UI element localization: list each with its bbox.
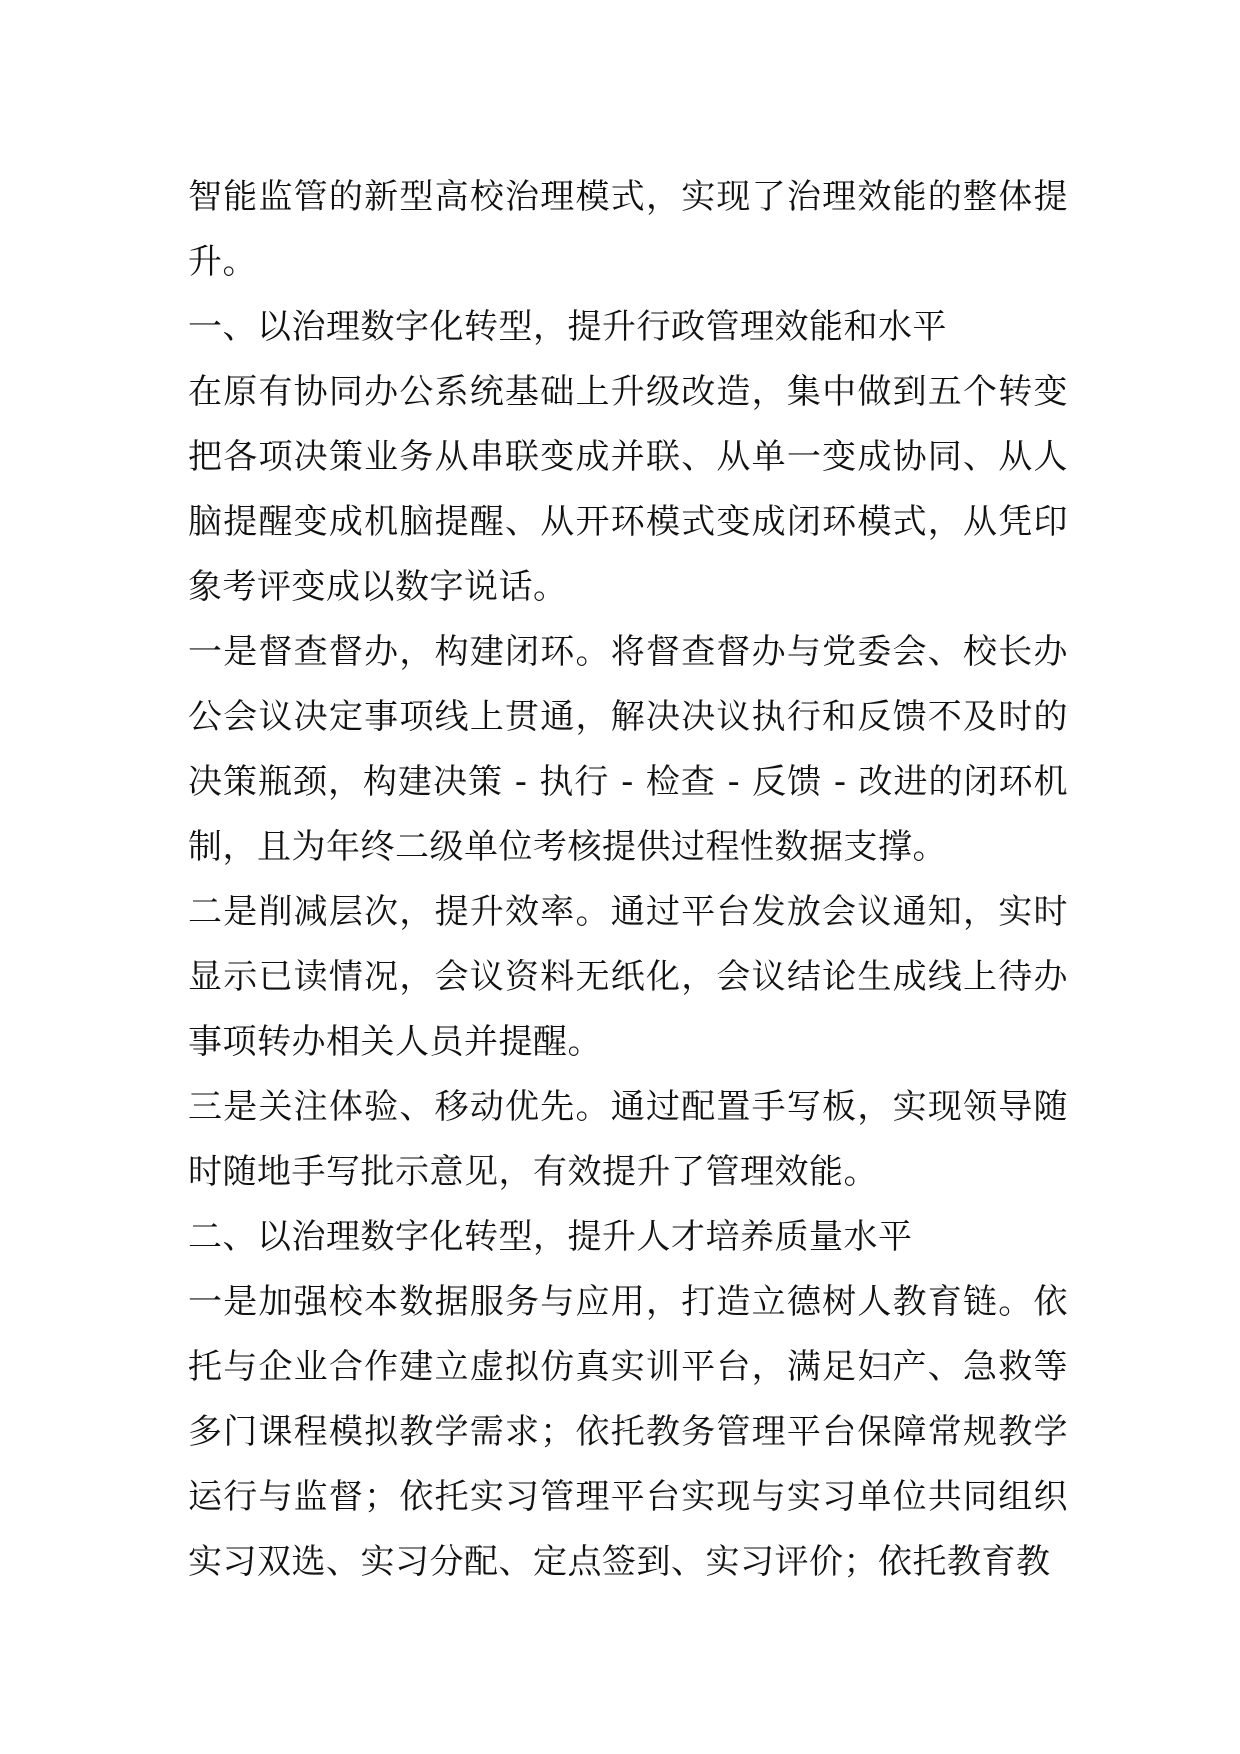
paragraph-supervision: 一是督查督办，构建闭环。将督查督办与党委会、校长办公会议决定事项线上贯通，解决决议执行和反馈不及时的决策瓶颈，构建决策 - 执行 - 检查 - 反馈 - 改进的闭环机制，且为年终二级单位考核提供过程性数据支撑。 xyxy=(188,632,1068,867)
section-heading-2: 二、以治理数字化转型，提升人才培养质量水平 xyxy=(188,1217,913,1257)
document-body xyxy=(188,165,1068,1595)
paragraph-school-data: 一是加强校本数据服务与应用，打造立德树人教育链。依托与企业合作建立虚拟仿真实训平台，满足妇产、急救等多门课程模拟教学需求；依托教务管理平台保障常规教学运行与监督；依托实习管理平台实现与实习单位共同组织实习双选、实习分配、定点签到、实习评价；依托教育教 xyxy=(188,1282,1068,1582)
paragraph-mobile-first: 三是关注体验、移动优先。通过配置手写板，实现领导随时随地手写批示意见，有效提升了管理效能。 xyxy=(188,1087,1068,1192)
paragraph-five-transformations: 在原有协同办公系统基础上升级改造，集中做到五个转变把各项决策业务从串联变成并联、从单一变成协同、从人脑提醒变成机脑提醒、从开环模式变成闭环模式，从凭印象考评变成以数字说话。 xyxy=(188,372,1068,607)
paragraph-efficiency: 二是削减层次，提升效率。通过平台发放会议通知，实时显示已读情况，会议资料无纸化，会议结论生成线上待办事项转办相关人员并提醒。 xyxy=(188,892,1068,1062)
section-heading-1: 一、以治理数字化转型，提升行政管理效能和水平 xyxy=(188,307,947,347)
paragraph-intro-continuation: 智能监管的新型高校治理模式，实现了治理效能的整体提升。 xyxy=(188,177,1068,282)
